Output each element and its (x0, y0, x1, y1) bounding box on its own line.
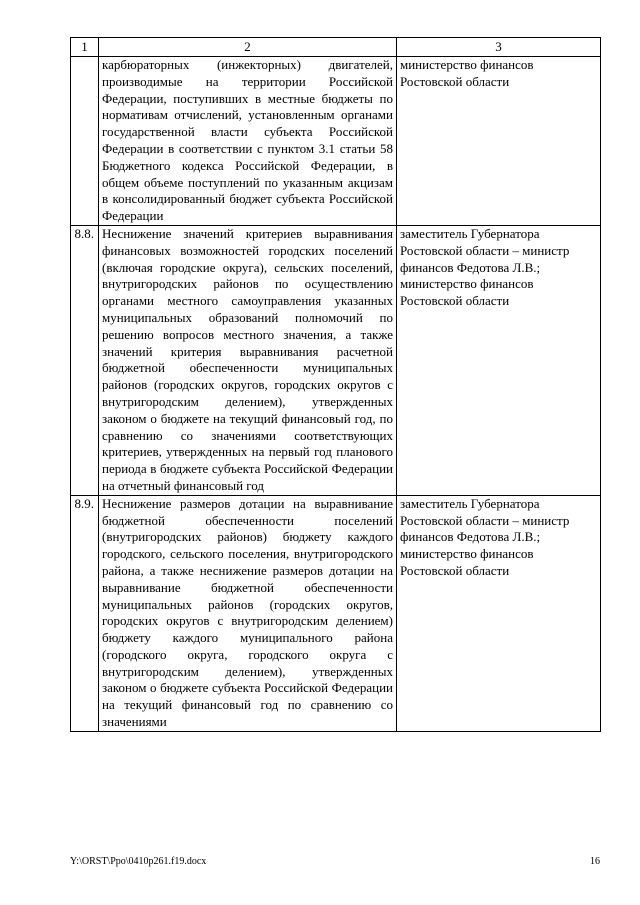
table-row (71, 495, 601, 731)
row-number: 8.8. (71, 225, 99, 495)
document-page (70, 37, 600, 732)
row-description: Неснижение размеров дотации на выравнивание бюджетной обеспеченности поселений (внутригородских районов) бюджету каждого городского, сельского поселения, внутригородского района, а также неснижение размеров дотации на выравнивание бюджетной обеспеченности муниципальных районов (городских округов, городских округов с внутригородским делением) бюджету каждого муниципального района (городского округа, городского округа с внутригородским делением), утвержденных законом о бюджете субъекта Российской Федерации на текущий финансовый год по сравнению со значениями (99, 495, 397, 731)
page-number: 16 (590, 856, 600, 867)
table-row (71, 225, 601, 495)
row-responsible: заместитель Губернатора Ростовской области – министр финансов Федотова Л.В.; министерство финансов Ростовской области (397, 225, 601, 495)
measures-table (70, 37, 601, 732)
row-responsible: заместитель Губернатора Ростовской области – министр финансов Федотова Л.В.; министерство финансов Ростовской области (397, 495, 601, 731)
header-col-2: 2 (99, 38, 397, 57)
file-path: Y:\ORST\Ppo\0410p261.f19.docx (70, 856, 207, 867)
row-number: 8.9. (71, 495, 99, 731)
header-col-3: 3 (397, 38, 601, 57)
table-header-row (71, 38, 601, 57)
header-col-1: 1 (71, 38, 99, 57)
row-description: карбюраторных (инжекторных) двигателей, производимые на территории Российской Федерации, поступивших в местные бюджеты по нормативам отчислений, установленным органами государственной власти субъекта Российской Федерации в соответствии с пунктом 3.1 статьи 58 Бюджетного кодекса Российской Федерации, в общем объеме поступлений по указанным акцизам в консолидированный бюджет субъекта Российской Федерации (99, 57, 397, 226)
row-description: Неснижение значений критериев выравнивания финансовых возможностей городских поселений (включая городские округа), сельских поселений, внутригородских районов по осуществлению органами местного самоуправления указанных муниципальных образований полномочий по решению вопросов местного значения, а также значений критерия выравнивания расчетной бюджетной обеспеченности муниципальных районов (городских округов, городских округов с внутригородским делением), утвержденных законом о бюджете на текущий финансовый год, по сравнению со значениями соответствующих критериев, утвержденных на первый год планового периода в бюджете субъекта Российской Федерации на отчетный финансовый год (99, 225, 397, 495)
table-row (71, 57, 601, 226)
row-responsible: министерство финансов Ростовской области (397, 57, 601, 226)
row-number (71, 57, 99, 226)
